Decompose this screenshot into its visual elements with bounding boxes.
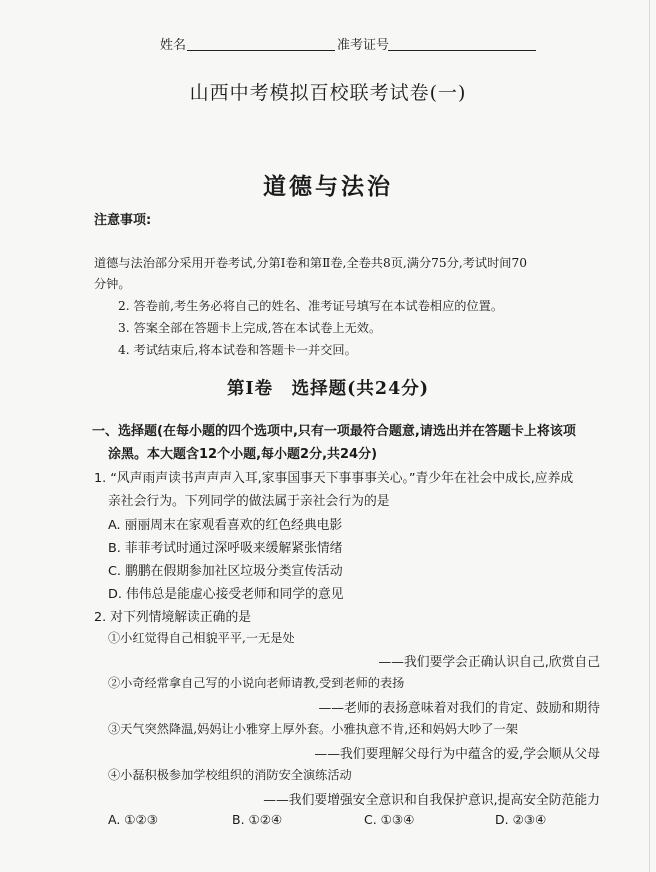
q1-option-a[interactable]: A. 丽丽周末在家观看喜欢的红色经典电影 — [108, 518, 343, 533]
q2-interpretation-3: ——我们要理解父母行为中蕴含的爱,学会顺从父母 — [314, 747, 600, 762]
subject-title: 道德与法治 — [263, 174, 393, 200]
name-blank[interactable] — [187, 50, 335, 51]
q1-option-c[interactable]: C. 鹏鹏在假期参加社区垃圾分类宣传活动 — [108, 564, 343, 579]
notice-item-2: 2. 答卷前,考生务必将自己的姓名、准考证号填写在本试卷相应的位置。 — [118, 299, 504, 313]
notice-heading: 注意事项: — [94, 213, 152, 228]
q2-scenario-4: ④小磊积极参加学校组织的消防安全演练活动 — [108, 768, 352, 782]
exam-id-blank[interactable] — [388, 50, 536, 51]
q2-option-a[interactable]: A. ①②③ — [108, 812, 158, 827]
q2-stem: 2. 对下列情境解读正确的是 — [94, 610, 252, 625]
notice-item-4: 4. 考试结束后,将本试卷和答题卡一并交回。 — [118, 343, 357, 357]
q2-scenario-1: ①小红觉得自己相貌平平,一无是处 — [108, 631, 295, 645]
q2-scenario-3: ③天气突然降温,妈妈让小雅穿上厚外套。小雅执意不肯,还和妈妈大吵了一架 — [108, 722, 518, 736]
part-instructions: 一、选择题(在每小题的四个选项中,只有一项最符合题意,请选出并在答题卡上将该项 — [92, 424, 576, 439]
notice-item-1-cont: 分钟。 — [94, 277, 131, 291]
q1-stem-cont: 亲社会行为。下列同学的做法属于亲社会行为的是 — [108, 494, 390, 509]
q1-option-d[interactable]: D. 伟伟总是能虚心接受老师和同学的意见 — [108, 587, 344, 602]
q2-scenario-2: ②小奇经常拿自己写的小说向老师请教,受到老师的表扬 — [108, 676, 405, 690]
exam-title: 山西中考模拟百校联考试卷(一) — [189, 82, 467, 104]
q2-option-c[interactable]: C. ①③④ — [364, 812, 415, 827]
q1-option-b[interactable]: B. 菲菲考试时通过深呼吸来缓解紧张情绪 — [108, 541, 343, 556]
section-title: 第Ⅰ卷 选择题(共24分) — [226, 379, 430, 399]
q2-option-b[interactable]: B. ①②④ — [232, 812, 283, 827]
exam-id-label: 准考证号 — [337, 38, 390, 53]
q2-interpretation-1: ——我们要学会正确认识自己,欣赏自己 — [378, 655, 600, 670]
page-edge-divider — [649, 0, 650, 872]
notice-item-1: 道德与法治部分采用开卷考试,分第Ⅰ卷和第Ⅱ卷,全卷共8页,满分75分,考试时间70 — [94, 256, 527, 270]
q2-option-d[interactable]: D. ②③④ — [495, 812, 547, 827]
notice-item-3: 3. 答案全部在答题卡上完成,答在本试卷上无效。 — [118, 321, 382, 335]
name-label: 姓名 — [160, 38, 187, 53]
part-instructions-cont: 涂黑。本大题含12个小题,每小题2分,共24分) — [108, 447, 378, 462]
q2-interpretation-2: ——老师的表扬意味着对我们的肯定、鼓励和期待 — [318, 701, 600, 716]
q2-interpretation-4: ——我们要增强安全意识和自我保护意识,提高安全防范能力 — [263, 793, 600, 808]
q1-stem: 1. “风声雨声读书声声声入耳,家事国事天下事事事关心。”青少年在社会中成长,应养成 — [94, 471, 574, 486]
